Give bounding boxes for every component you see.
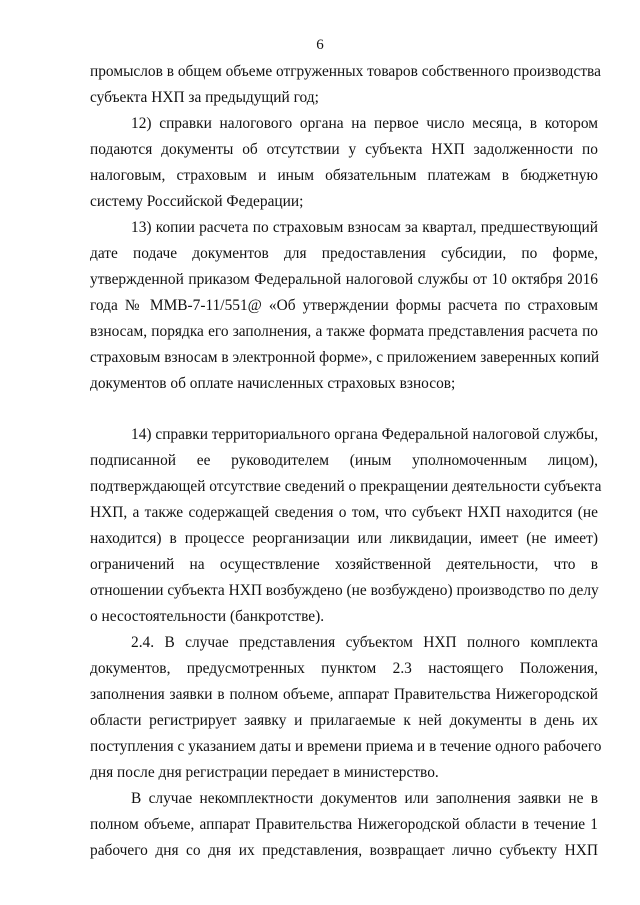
text-line: дня после дня регистрации передает в министерство. (90, 764, 439, 781)
text-line: находится) в процессе реорганизации или ликвидации, имеет (не имеет) (90, 530, 598, 547)
text-line: подаются документы об отсутствии у субъекта НХП задолженности по (90, 141, 598, 158)
text-line: утвержденной приказом Федеральной налоговой службы от 10 октября 2016 (90, 271, 598, 288)
text-line: области регистрирует заявку и прилагаемые к ней документы в день их (90, 712, 598, 729)
text-line: взносам, порядка его заполнения, а также формата представления расчета по (90, 323, 598, 340)
text-line: дате подаче документов для предоставления субсидии, по форме, (90, 245, 598, 262)
text-line: подписанной ее руководителем (иным уполномоченным лицом), (90, 452, 598, 469)
text-line: полном объеме, аппарат Правительства Нижегородской области в течение 1 (90, 816, 598, 833)
text-line: года № ММВ-7-11/551@ «Об утверждении формы расчета по страховым (90, 297, 598, 314)
text-line: 14) справки территориального органа Федеральной налоговой службы, (131, 426, 599, 443)
text-line: НХП, а также содержащей сведения о том, что субъект НХП находится (не (90, 504, 598, 521)
text-line: документов, предусмотренных пунктом 2.3 настоящего Положения, (90, 660, 598, 677)
text-line: В случае некомплектности документов или заполнения заявки не в (131, 790, 598, 807)
text-line: систему Российской Федерации; (90, 193, 304, 210)
text-line: субъекта НХП за предыдущий год; (90, 89, 319, 106)
text-line: 12) справки налогового органа на первое число месяца, в котором (131, 115, 598, 132)
text-line: 2.4. В случае представления субъектом НХП полного комплекта (131, 634, 598, 651)
text-line: страховым взносам в электронной форме», с приложением заверенных копий (90, 349, 600, 366)
text-line: налоговым, страховым и иным обязательным платежам в бюджетную (90, 167, 598, 184)
text-line: поступления с указанием даты и времени приема и в течение одного рабочего (90, 738, 602, 755)
text-line: рабочего дня со дня их представления, возвращает лично субъекту НХП (90, 842, 598, 859)
text-line: 13) копии расчета по страховым взносам за квартал, предшествующий (131, 219, 598, 236)
text-line: промыслов в общем объеме отгруженных товаров собственного производства (90, 63, 601, 80)
text-line: ограничений на осуществление хозяйственной деятельности, что в (90, 556, 598, 573)
text-line: документов об оплате начисленных страховых взносов; (90, 375, 456, 392)
text-line: подтверждающей отсутствие сведений о прекращении деятельности субъекта (90, 478, 602, 495)
text-line: отношении субъекта НХП возбуждено (не возбуждено) производство по делу (90, 582, 599, 599)
page-number: 6 (316, 37, 324, 53)
text-line: заполнения заявки в полном объеме, аппарат Правительства Нижегородской (90, 686, 598, 703)
text-line: о несостоятельности (банкротстве). (90, 608, 325, 625)
